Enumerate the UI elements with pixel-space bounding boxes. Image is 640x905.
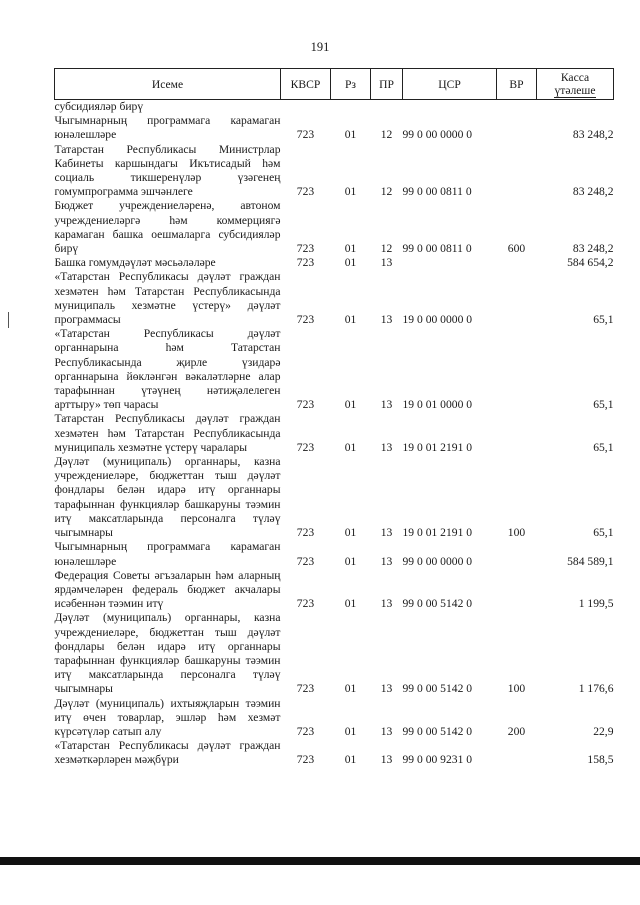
row-rz-cell: 01 xyxy=(344,185,357,199)
row-csr-cell: 99 0 00 0000 0 xyxy=(402,554,473,568)
row-name-cell: Федерация Советы әгъзаларын һәм аларның ярдәмчеләрен федераль бюджет акчалары исәбеннән тәэмин итү xyxy=(54,568,281,611)
table-row xyxy=(55,739,614,767)
table-row xyxy=(55,455,614,540)
row-name-cell: Бюджет учреждениеләренә, автоном учреждениеләргә һәм коммерциягә карамаган башка оешмаларга субсидияләр бирү xyxy=(54,199,281,256)
row-pr-cell: 13 xyxy=(380,753,393,767)
row-sum-cell: 65,1 xyxy=(593,398,614,412)
column-header-csr: ЦСР xyxy=(403,69,497,100)
row-kvsr-cell: 723 xyxy=(296,128,315,142)
row-csr-cell: 99 0 00 9231 0 xyxy=(402,753,473,767)
scan-artifact-mark xyxy=(8,312,9,328)
row-kvsr-cell: 723 xyxy=(296,185,315,199)
row-sum-cell: 1 176,6 xyxy=(578,682,614,696)
row-sum-cell: 1 199,5 xyxy=(578,597,614,611)
row-sum-cell: 83 248,2 xyxy=(572,128,614,142)
row-csr-cell: 99 0 00 0811 0 xyxy=(402,185,472,199)
column-header-rz: Рз xyxy=(331,69,371,100)
row-sum-cell: 65,1 xyxy=(593,526,614,540)
row-name-cell: Чыгымнарның программага карамаган юнәлешләре xyxy=(54,540,281,568)
row-rz-cell: 01 xyxy=(344,256,357,270)
table-row xyxy=(55,540,614,568)
row-pr-cell: 13 xyxy=(380,313,393,327)
row-vr-cell xyxy=(497,540,537,568)
row-rz-cell xyxy=(331,100,371,115)
row-sum-cell: 83 248,2 xyxy=(572,185,614,199)
row-name-cell: Дәүләт (муниципаль) органнары, казна учреждениеләре, бюджеттан тыш дәүләт фондлары белән идарә итү органнары тарафыннан функцияләр башкаруны тәэмин итү максатларында персоналга түләү чыгымнары xyxy=(54,611,281,696)
row-sum-cell: 65,1 xyxy=(593,313,614,327)
row-pr-cell xyxy=(371,100,403,115)
row-pr-cell: 12 xyxy=(380,185,393,199)
row-kvsr-cell: 723 xyxy=(296,398,315,412)
table-body xyxy=(55,100,614,768)
row-vr-cell: 100 xyxy=(507,526,526,540)
row-pr-cell: 13 xyxy=(380,724,393,738)
row-rz-cell: 01 xyxy=(344,128,357,142)
table-row xyxy=(55,327,614,412)
row-name-cell: субсидияләр бирү xyxy=(54,100,144,113)
table-row xyxy=(55,611,614,696)
row-vr-cell xyxy=(497,739,537,767)
row-csr-cell: 19 0 01 2191 0 xyxy=(402,440,473,454)
row-pr-cell: 12 xyxy=(380,242,393,256)
column-header-name: Исеме xyxy=(55,69,281,100)
table-row xyxy=(55,270,614,327)
row-pr-cell: 13 xyxy=(380,597,393,611)
column-header-pr: ПР xyxy=(371,69,403,100)
row-vr-cell xyxy=(497,143,537,200)
row-vr-cell xyxy=(497,114,537,142)
row-name-cell: «Татарстан Республикасы дәүләт органнарына һәм Татарстан Республикасында җирле үзидарә органнарына йөкләнгән вәкаләтләрне алар тарафыннан үтәүнең нәтиҗәлелеген арттыру» төп чарасы xyxy=(54,327,281,412)
row-pr-cell: 13 xyxy=(380,554,393,568)
row-sum-cell xyxy=(537,100,614,115)
row-rz-cell: 01 xyxy=(344,682,357,696)
row-sum-cell: 22,9 xyxy=(593,724,614,738)
table-header xyxy=(55,69,614,100)
table-row xyxy=(55,100,614,115)
row-sum-cell: 584 589,1 xyxy=(567,554,614,568)
row-rz-cell: 01 xyxy=(344,440,357,454)
row-csr-cell: 99 0 00 0000 0 xyxy=(402,128,473,142)
row-vr-cell xyxy=(497,569,537,612)
row-csr-cell: 19 0 01 0000 0 xyxy=(402,398,473,412)
row-sum-cell: 65,1 xyxy=(593,440,614,454)
row-sum-cell: 584 654,2 xyxy=(567,256,614,270)
row-kvsr-cell: 723 xyxy=(296,242,315,256)
row-vr-cell: 600 xyxy=(507,242,526,256)
row-kvsr-cell: 723 xyxy=(296,313,315,327)
scan-bottom-border xyxy=(0,857,640,905)
row-kvsr-cell: 723 xyxy=(296,256,315,270)
row-sum-cell: 83 248,2 xyxy=(572,242,614,256)
row-vr-cell: 100 xyxy=(507,682,526,696)
row-vr-cell xyxy=(497,256,537,270)
row-vr-cell xyxy=(497,327,537,412)
row-pr-cell: 13 xyxy=(380,682,393,696)
row-rz-cell: 01 xyxy=(344,313,357,327)
table-row xyxy=(55,114,614,142)
row-name-cell: Чыгымнарның программага карамаган юнәлешләре xyxy=(54,114,281,142)
row-csr-cell: 19 0 00 0000 0 xyxy=(402,313,473,327)
table-row xyxy=(55,412,614,455)
row-pr-cell: 12 xyxy=(380,128,393,142)
row-name-cell: Башка гомумдәүләт мәсьәләләре xyxy=(54,256,216,270)
row-pr-cell: 13 xyxy=(380,398,393,412)
row-vr-cell xyxy=(497,100,537,115)
row-sum-cell: 158,5 xyxy=(587,753,614,767)
row-name-cell: «Татарстан Республикасы дәүләт граждан хезмәткәрләрен мәҗбүри xyxy=(54,739,281,767)
budget-table xyxy=(54,68,614,768)
row-vr-cell: 200 xyxy=(507,724,526,738)
row-csr-cell: 99 0 00 5142 0 xyxy=(402,682,473,696)
row-kvsr-cell: 723 xyxy=(296,554,315,568)
row-name-cell: Дәүләт (муниципаль) ихтыяҗларын тәэмин итү өчен товарлар, эшләр һәм хезмәт күрсәтүләр сатып алу xyxy=(54,696,281,738)
column-header-sum-line1: Касса xyxy=(560,71,590,84)
row-rz-cell: 01 xyxy=(344,597,357,611)
row-kvsr-cell: 723 xyxy=(296,440,315,454)
row-csr-cell: 99 0 00 5142 0 xyxy=(402,597,473,611)
row-pr-cell: 13 xyxy=(380,440,393,454)
row-kvsr-cell xyxy=(281,100,331,115)
table-row xyxy=(55,569,614,612)
row-name-cell: «Татарстан Республикасы дәүләт граждан хезмәтен һәм Татарстан Республикасында муниципаль хезмәтне үстерү» дәүләт программасы xyxy=(54,270,281,327)
row-csr-cell xyxy=(403,100,497,115)
row-name-cell: Татарстан Республикасы дәүләт граждан хезмәтен һәм Татарстан Республикасында муниципаль хезмәтне үстерү чаралары xyxy=(54,412,281,454)
row-csr-cell: 19 0 01 2191 0 xyxy=(402,526,473,540)
row-rz-cell: 01 xyxy=(344,242,357,256)
table-row xyxy=(55,256,614,270)
row-vr-cell xyxy=(497,412,537,455)
row-rz-cell: 01 xyxy=(344,526,357,540)
table-row xyxy=(55,697,614,740)
row-pr-cell: 13 xyxy=(380,256,393,270)
row-kvsr-cell: 723 xyxy=(296,724,315,738)
column-header-sum-line2: үтәлеше xyxy=(554,84,596,97)
row-rz-cell: 01 xyxy=(344,554,357,568)
row-vr-cell xyxy=(497,270,537,327)
row-csr-cell: 99 0 00 5142 0 xyxy=(402,724,473,738)
row-name-cell: Дәүләт (муниципаль) органнары, казна учреждениеләре, бюджеттан тыш дәүләт фондлары белән идарә итү органнары тарафыннан функцияләр башкаруны тәэмин итү максатларында персоналга түләү чыгымнары xyxy=(54,455,281,540)
row-rz-cell: 01 xyxy=(344,753,357,767)
row-kvsr-cell: 723 xyxy=(296,753,315,767)
row-rz-cell: 01 xyxy=(344,398,357,412)
table-row xyxy=(55,143,614,200)
column-header-vr: ВР xyxy=(497,69,537,100)
row-kvsr-cell: 723 xyxy=(296,526,315,540)
page-number: 191 xyxy=(310,40,330,54)
table-row xyxy=(55,199,614,256)
column-header-sum xyxy=(537,69,614,100)
row-name-cell: Татарстан Республикасы Министрлар Кабинеты каршындагы Икътисадый һәм социаль тикшеренүләр үзәгенең гомумпрограмма эшчәнлеге xyxy=(54,142,281,199)
row-pr-cell: 13 xyxy=(380,526,393,540)
row-kvsr-cell: 723 xyxy=(296,682,315,696)
row-rz-cell: 01 xyxy=(344,724,357,738)
row-csr-cell: 99 0 00 0811 0 xyxy=(402,242,472,256)
row-csr-cell xyxy=(403,256,497,270)
row-kvsr-cell: 723 xyxy=(296,597,315,611)
column-header-kvsr: КВСР xyxy=(281,69,331,100)
